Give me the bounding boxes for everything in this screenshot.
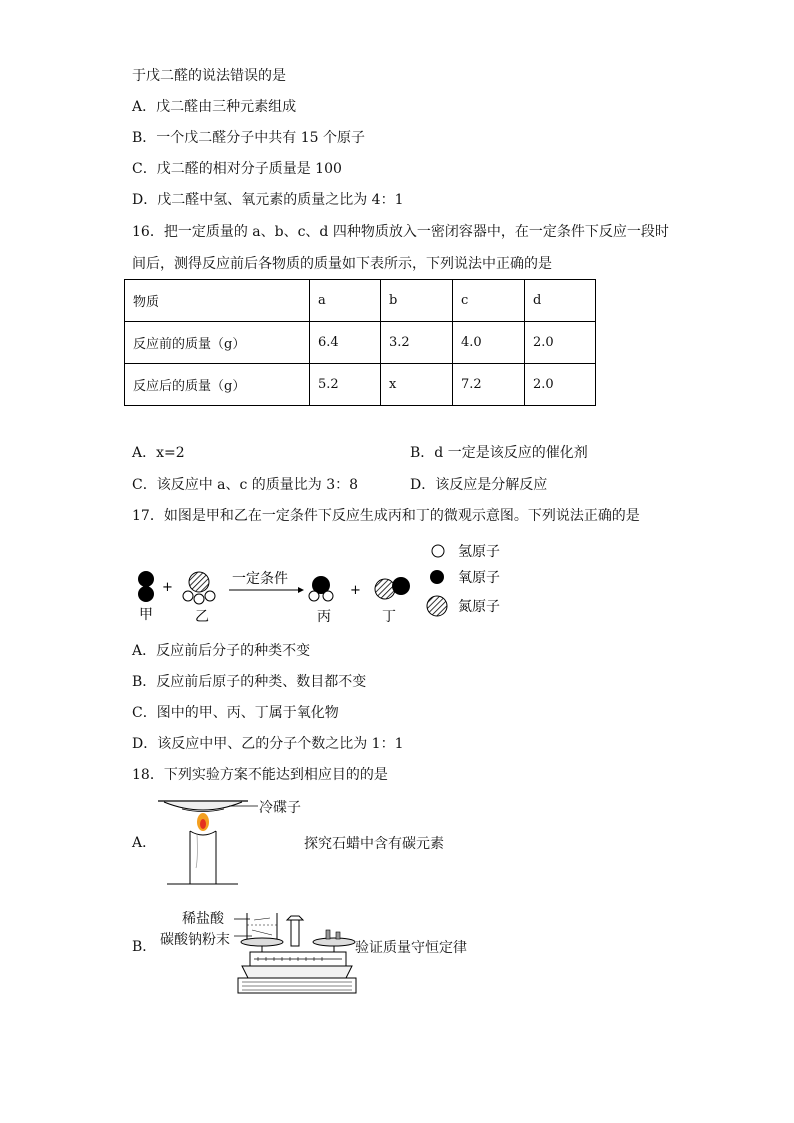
q18-option-b-letter[interactable]: B． xyxy=(132,939,157,955)
table-cell: c xyxy=(453,280,525,322)
q15-option-b[interactable]: B．一个戊二醛分子中共有 15 个原子 xyxy=(132,130,366,146)
q16-option-a[interactable]: A．x=2 xyxy=(132,445,185,461)
table-cell: 4.0 xyxy=(453,322,525,364)
q16-option-d[interactable]: D．该反应是分解反应 xyxy=(410,477,548,493)
table-cell: 7.2 xyxy=(453,364,525,406)
table-cell: 2.0 xyxy=(525,322,596,364)
legend-hydrogen: 氢原子 xyxy=(458,544,500,560)
table-cell: 物质 xyxy=(125,280,310,322)
label-bing: 丙 xyxy=(317,609,331,625)
table-cell: 6.4 xyxy=(310,322,381,364)
sodium-carbonate-label: 碳酸钠粉末 xyxy=(160,932,230,948)
q17-option-b[interactable]: B．反应前后原子的种类、数目都不变 xyxy=(132,674,367,690)
q18-stem: 18．下列实验方案不能达到相应目的的是 xyxy=(132,767,388,783)
table-cell: d xyxy=(525,280,596,322)
legend-nitrogen: 氮原子 xyxy=(458,599,500,615)
q16-option-b[interactable]: B．d 一定是该反应的催化剂 xyxy=(410,445,588,461)
q16-stem-line2: 间后，测得反应前后各物质的质量如下表所示，下列说法中正确的是 xyxy=(132,256,552,272)
dilute-hcl-label: 稀盐酸 xyxy=(182,911,224,927)
table-cell: 反应前的质量（g） xyxy=(125,322,310,364)
table-cell: b xyxy=(381,280,453,322)
table-cell: a xyxy=(310,280,381,322)
label-jia: 甲 xyxy=(139,607,153,623)
beaker-icon xyxy=(234,913,277,940)
q17-option-d[interactable]: D．该反应中甲、乙的分子个数之比为 1：1 xyxy=(132,736,404,752)
q15-stem-tail: 于戊二醛的说法错误的是 xyxy=(132,68,286,84)
q15-option-a[interactable]: A．戊二醛由三种元素组成 xyxy=(132,99,297,115)
q18-option-b-purpose: 验证质量守恒定律 xyxy=(355,940,467,956)
reaction-condition: 一定条件 xyxy=(232,571,288,587)
table-cell: 反应后的质量（g） xyxy=(125,364,310,406)
plus-sign-2: + xyxy=(350,583,361,598)
table-cell: 5.2 xyxy=(310,364,381,406)
label-yi: 乙 xyxy=(195,609,209,625)
table-cell: x xyxy=(381,364,453,406)
table-cell: 3.2 xyxy=(381,322,453,364)
q18-option-a-purpose: 探究石蜡中含有碳元素 xyxy=(304,836,444,852)
q16-stem-line1: 16．把一定质量的 a、b、c、d 四种物质放入一密闭容器中，在一定条件下反应一段时 xyxy=(132,224,669,240)
q15-option-c[interactable]: C．戊二醛的相对分子质量是 100 xyxy=(132,161,342,177)
q17-option-c[interactable]: C．图中的甲、丙、丁属于氧化物 xyxy=(132,705,339,721)
q15-option-d[interactable]: D．戊二醛中氢、氧元素的质量之比为 4：1 xyxy=(132,192,404,208)
label-ding: 丁 xyxy=(382,609,396,625)
q17-option-a[interactable]: A．反应前后分子的种类不变 xyxy=(132,643,311,659)
q16-option-c[interactable]: C．该反应中 a、c 的质量比为 3：8 xyxy=(132,477,359,493)
q17-stem: 17．如图是甲和乙在一定条件下反应生成丙和丁的微观示意图。下列说法正确的是 xyxy=(132,508,640,524)
cold-plate-label: 冷碟子 xyxy=(259,800,301,816)
table-cell: 2.0 xyxy=(525,364,596,406)
legend-oxygen: 氧原子 xyxy=(458,570,500,586)
balance-scale-icon xyxy=(238,916,356,993)
q18-option-a-letter[interactable]: A． xyxy=(132,835,157,851)
plus-sign-1: + xyxy=(162,580,173,595)
